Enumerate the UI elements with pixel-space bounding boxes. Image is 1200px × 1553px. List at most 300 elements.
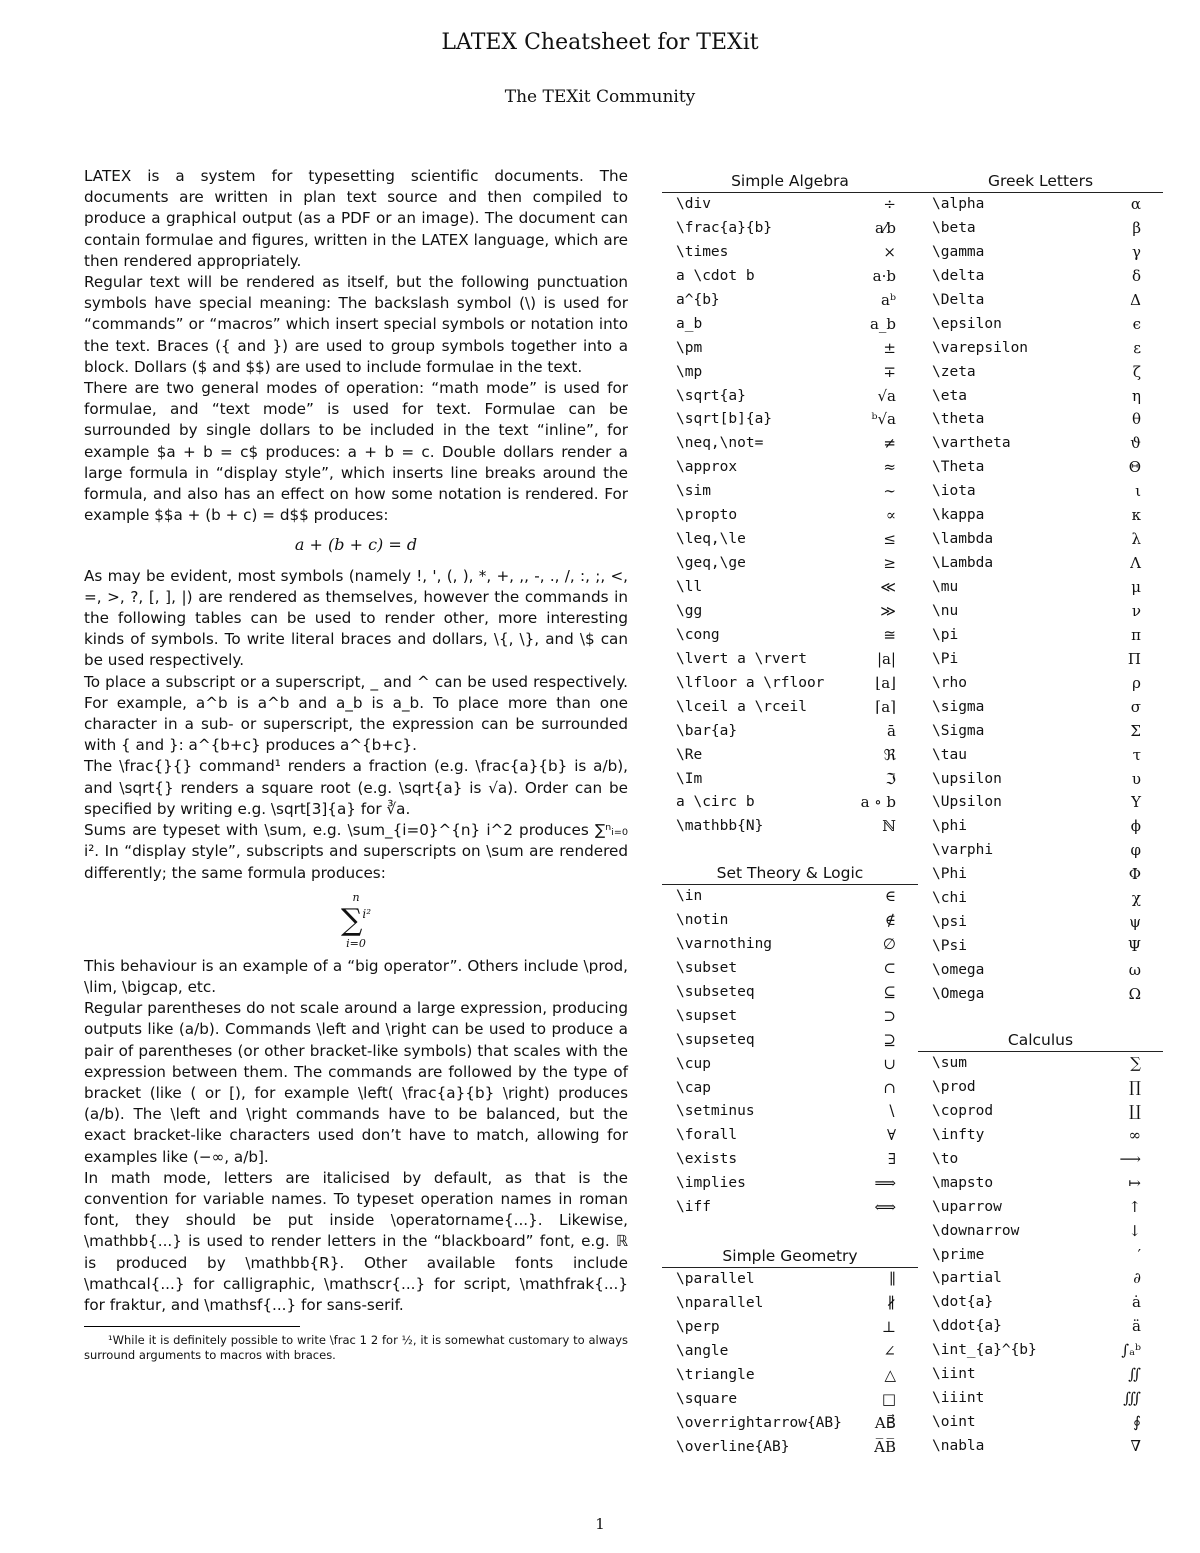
table-row <box>918 265 1163 289</box>
latex-command: \partial <box>932 1270 1002 1287</box>
latex-command: \iint <box>932 1366 976 1383</box>
latex-command: \Upsilon <box>932 794 1002 811</box>
rendered-symbol: μ <box>1131 578 1141 596</box>
rendered-symbol: ⌊a⌋ <box>875 673 896 692</box>
paragraph: Regular text will be rendered as itself, but the following punctuation symbols have special meaning: The backslash symbol (\) is used for “commands” or “macros” which insert special symbols or notation into the text. Braces ({ and }) are used to group symbols together into a block. Dollars ($ and $$) are used to include formulae in the text. <box>84 273 628 376</box>
rendered-symbol: ≥ <box>883 554 896 573</box>
latex-command: \kappa <box>932 507 985 524</box>
rendered-symbol: ∃ <box>887 1150 896 1169</box>
rendered-symbol: ∖ <box>886 1102 896 1121</box>
latex-command: \Lambda <box>932 555 994 572</box>
table-row <box>918 839 1163 863</box>
rendered-symbol: ⟺ <box>874 1198 896 1217</box>
table-row <box>918 935 1163 959</box>
table-row <box>918 863 1163 887</box>
table-row <box>662 1172 918 1196</box>
table-title: Simple Geometry <box>662 1245 918 1268</box>
table-row <box>918 696 1163 720</box>
latex-command: \overline{AB} <box>676 1438 790 1455</box>
sum-symbol: ∑ <box>340 902 363 938</box>
rendered-symbol: a_b <box>869 314 896 333</box>
latex-command: \lvert a \rvert <box>676 650 807 667</box>
latex-command: \cong <box>676 626 720 643</box>
latex-command: \perp <box>676 1318 720 1335</box>
sum-summand: i² <box>362 906 372 921</box>
rendered-symbol: ψ <box>1129 913 1141 932</box>
paragraph: Sums are typeset with \sum, e.g. \sum_{i=0}^{n} i^2 produces ∑ⁿᵢ₌₀ i². In “display style”, subscripts and superscripts on \sum are rendered differently; the same formula produces: <box>84 821 628 882</box>
latex-command: \sqrt{a} <box>676 387 746 404</box>
latex-command: \in <box>676 888 703 904</box>
table-row <box>918 1076 1163 1100</box>
latex-command: \oint <box>932 1414 976 1431</box>
latex-command: \sigma <box>932 698 985 715</box>
rendered-symbol: ᵇ√a <box>871 410 896 429</box>
rendered-symbol: ∉ <box>884 910 896 929</box>
latex-command: \subset <box>676 959 738 976</box>
table-row <box>918 528 1163 552</box>
rendered-symbol: a·b <box>872 266 896 285</box>
table-title: Simple Algebra <box>662 170 918 193</box>
latex-command: \nabla <box>932 1438 985 1454</box>
rendered-symbol: α <box>1130 195 1141 213</box>
latex-command: \sum <box>932 1055 967 1071</box>
table-row <box>918 791 1163 815</box>
rendered-symbol: Φ <box>1128 865 1141 884</box>
table-row <box>662 815 918 839</box>
table-row <box>662 1077 918 1101</box>
table-row <box>662 933 918 957</box>
latex-command: \Psi <box>932 938 967 955</box>
latex-command: \mapsto <box>932 1174 994 1191</box>
sum-upper-limit: n <box>352 890 360 904</box>
latex-command: \times <box>676 243 729 260</box>
rendered-symbol: ∫ₐᵇ <box>1121 1341 1141 1360</box>
latex-command: \chi <box>932 890 967 907</box>
rendered-symbol: ∠ <box>883 1341 896 1360</box>
latex-command: \mp <box>676 363 703 380</box>
latex-command: \neq,\not= <box>676 435 764 452</box>
rendered-symbol: △ <box>884 1365 896 1384</box>
table-row <box>918 1411 1163 1435</box>
latex-command: \Re <box>676 746 703 763</box>
table-row <box>662 1100 918 1124</box>
rendered-symbol: ⊂ <box>883 958 896 977</box>
latex-command: \lceil a \rceil <box>676 698 807 715</box>
table-row <box>918 983 1163 1007</box>
table-row <box>662 672 918 696</box>
table-row <box>918 1435 1163 1459</box>
rendered-symbol: Π <box>1127 649 1141 668</box>
latex-command: \ll <box>676 579 703 595</box>
table-row <box>918 1291 1163 1315</box>
footnote: ¹While it is definitely possible to write \frac 1 2 for ½, it is somewhat customary to always surround arguments to macros with braces. <box>84 1333 628 1363</box>
table-calculus <box>918 1029 1163 1459</box>
table-row <box>918 1172 1163 1196</box>
latex-command: \rho <box>932 674 967 691</box>
latex-command: \varphi <box>932 842 994 859</box>
table-row <box>918 815 1163 839</box>
table-row <box>662 456 918 480</box>
table-row <box>662 1124 918 1148</box>
table-row <box>918 768 1163 792</box>
latex-command: \tau <box>932 746 967 763</box>
footnote-divider <box>84 1326 300 1327</box>
rendered-symbol: ∓ <box>883 362 896 381</box>
latex-command: \Theta <box>932 459 985 476</box>
table-simple-geometry <box>662 1245 918 1460</box>
table-row <box>918 1339 1163 1363</box>
rendered-symbol: ȧ <box>1132 1293 1141 1312</box>
rendered-symbol: ≠ <box>883 434 896 453</box>
table-row <box>662 1029 918 1053</box>
table-row <box>662 1436 918 1460</box>
table-row <box>918 193 1163 217</box>
rendered-symbol: χ <box>1131 889 1141 908</box>
table-row <box>662 981 918 1005</box>
rendered-symbol: ⊃ <box>883 1006 896 1025</box>
rendered-symbol: ℕ <box>882 817 896 836</box>
table-row <box>918 385 1163 409</box>
rendered-symbol: ∈ <box>884 887 896 905</box>
latex-command: \omega <box>932 962 985 978</box>
rendered-symbol: τ <box>1132 745 1141 764</box>
rendered-symbol: ρ <box>1132 673 1141 692</box>
table-row <box>918 408 1163 432</box>
rendered-symbol: Ψ <box>1127 937 1141 956</box>
rendered-symbol: ∀ <box>886 1126 896 1145</box>
rendered-symbol: π <box>1131 625 1141 644</box>
rendered-symbol: ≤ <box>883 530 896 549</box>
rendered-symbol: ∝ <box>885 506 896 525</box>
table-row <box>918 1100 1163 1124</box>
latex-command: \mu <box>932 579 959 595</box>
table-row <box>662 361 918 385</box>
table-row <box>918 504 1163 528</box>
latex-command: \overrightarrow{AB} <box>676 1414 842 1431</box>
rendered-symbol: λ <box>1131 530 1141 549</box>
table-row <box>918 959 1163 983</box>
table-row <box>662 909 918 933</box>
latex-command: \pm <box>676 339 703 356</box>
rendered-symbol: ≅ <box>883 625 896 644</box>
table-row <box>662 480 918 504</box>
latex-command: \gamma <box>932 243 985 260</box>
rendered-symbol: ≪ <box>880 578 896 596</box>
table-row <box>918 1387 1163 1411</box>
latex-command: a \circ b <box>676 794 755 811</box>
table-row <box>662 1340 918 1364</box>
paragraph: Regular parentheses do not scale around a large expression, producing outputs like (a/b). Commands \left and \right can be used to produce a pair of parentheses (or other bracket-like symbols) that scales with the expression between them. The commands are followed by the type of bracket (like ( or [), for example \left( \frac{a}{b} \right) produces (a/b). The \left and \right commands have to be balanced, but the exact bracket-like characters used don’t have to match, allowing for examples like (−∞, a/b]. <box>84 999 628 1166</box>
rendered-symbol: γ <box>1132 242 1141 261</box>
rendered-symbol: ϑ <box>1130 434 1141 453</box>
latex-command: \angle <box>676 1342 729 1359</box>
table-row <box>662 1364 918 1388</box>
table-row <box>662 1316 918 1340</box>
paragraph: This behaviour is an example of a “big operator”. Others include \prod, \lim, \bigcap, etc. <box>84 956 628 996</box>
table-row <box>918 432 1163 456</box>
document-title: LATEX Cheatsheet for TEXit <box>441 30 759 55</box>
rendered-symbol: ∏ <box>1129 1077 1141 1096</box>
latex-command: \dot{a} <box>932 1294 994 1311</box>
latex-command: \eta <box>932 387 967 404</box>
latex-command: \psi <box>932 914 967 931</box>
paragraph: There are two general modes of operation: “math mode” is used for formulae, and “text mode” is used for text. Formulae can be surrounded by single dollars to be included in the text “inline”, for example $a + b = c$ produces: a + b = c. Double dollars render a large formula in “display style”, which inserts line breaks around the formula, and also has an effect on how some notation is rendered. For example $$a + (b + c) = d$$ produces: <box>84 379 628 525</box>
latex-command: \downarrow <box>932 1222 1020 1239</box>
table-row <box>918 241 1163 265</box>
rendered-symbol: ∅ <box>882 934 896 953</box>
latex-command: \Delta <box>932 291 985 308</box>
table-row <box>918 648 1163 672</box>
rendered-symbol: ↓ <box>1128 1221 1141 1240</box>
latex-command: a_b <box>676 315 703 332</box>
latex-command: \prod <box>932 1078 976 1095</box>
latex-command: \epsilon <box>932 315 1002 332</box>
table-row <box>662 313 918 337</box>
rendered-symbol: Λ <box>1130 554 1141 573</box>
latex-command: \parallel <box>676 1271 755 1287</box>
table-row <box>662 1388 918 1412</box>
rendered-symbol: ι <box>1135 482 1141 501</box>
latex-command: \Im <box>676 770 703 787</box>
latex-command: \subseteq <box>676 983 755 1000</box>
latex-command: \mathbb{N} <box>676 818 764 835</box>
latex-command: a \cdot b <box>676 267 755 284</box>
rendered-symbol: |a| <box>876 649 896 668</box>
table-row <box>918 1196 1163 1220</box>
rendered-symbol: ↑ <box>1128 1197 1141 1216</box>
rendered-symbol: ϵ <box>1132 314 1141 333</box>
rendered-symbol: θ <box>1131 410 1141 429</box>
rendered-symbol: β <box>1132 218 1141 237</box>
latex-command: \lambda <box>932 531 994 548</box>
rendered-symbol: φ <box>1130 841 1141 860</box>
latex-command: \uparrow <box>932 1198 1002 1215</box>
page-number: 1 <box>595 1515 605 1533</box>
table-row <box>918 600 1163 624</box>
rendered-symbol: ± <box>883 338 896 357</box>
table-set-theory <box>662 862 918 1220</box>
latex-command: \ddot{a} <box>932 1318 1002 1335</box>
rendered-symbol: √a <box>877 386 896 405</box>
table-row <box>662 744 918 768</box>
latex-command: \sim <box>676 483 711 500</box>
rendered-symbol: A̅B̅ <box>874 1437 896 1456</box>
table-row <box>918 456 1163 480</box>
rendered-symbol: ∑ <box>1130 1054 1141 1072</box>
rendered-symbol: σ <box>1130 697 1141 716</box>
latex-command: \infty <box>932 1126 985 1143</box>
rendered-symbol: Σ <box>1130 721 1141 740</box>
table-row <box>662 408 918 432</box>
rendered-symbol: ∪ <box>883 1054 896 1073</box>
latex-command: \exists <box>676 1151 738 1168</box>
rendered-symbol: ν <box>1131 601 1141 620</box>
latex-command: \delta <box>932 267 985 284</box>
latex-command: \propto <box>676 507 738 524</box>
latex-command: \prime <box>932 1246 985 1263</box>
rendered-symbol: ϕ <box>1130 817 1141 836</box>
table-row <box>662 1053 918 1077</box>
rendered-symbol: ∩ <box>883 1078 896 1097</box>
table-row <box>918 313 1163 337</box>
table-row <box>662 1412 918 1436</box>
rendered-symbol: ∼ <box>883 482 896 501</box>
table-row <box>662 957 918 981</box>
latex-command: \sqrt[b]{a} <box>676 411 773 428</box>
paragraph: As may be evident, most symbols (namely !, ', (, ), *, +, ,, -, ., /, :, ;, <, =, >, ?, [, ], |) are rendered as themselves, however the commands in the following tables can be used to render other, more interesting kinds of symbols. To write literal braces and dollars, \{, \}, and \$ can be used respectively. <box>84 566 628 670</box>
table-greek-letters <box>918 170 1163 1007</box>
table-row <box>918 887 1163 911</box>
table-row <box>918 911 1163 935</box>
latex-command: \alpha <box>932 196 985 212</box>
latex-command: a^{b} <box>676 291 720 308</box>
rendered-symbol: AB⃗ <box>874 1413 896 1432</box>
table-row <box>662 768 918 792</box>
latex-command: \supset <box>676 1007 738 1024</box>
table-row <box>918 624 1163 648</box>
table-row <box>662 885 918 909</box>
table-row <box>918 672 1163 696</box>
rendered-symbol: ⟶ <box>1119 1149 1141 1168</box>
table-title: Set Theory & Logic <box>662 862 918 885</box>
latex-command: \setminus <box>676 1103 755 1120</box>
rendered-symbol: a⁄b <box>874 218 896 237</box>
rendered-symbol: □ <box>881 1389 896 1408</box>
rendered-symbol: ∥ <box>889 1270 896 1288</box>
latex-command: \theta <box>932 411 985 428</box>
table-row <box>918 1267 1163 1291</box>
rendered-symbol: υ <box>1131 769 1141 788</box>
table-row <box>918 217 1163 241</box>
table-row <box>918 1220 1163 1244</box>
latex-command: \Omega <box>932 985 985 1002</box>
latex-command: \to <box>932 1150 959 1167</box>
rendered-symbol: ä <box>1132 1317 1141 1336</box>
latex-command: \gg <box>676 602 703 619</box>
latex-command: \iff <box>676 1199 711 1216</box>
table-row <box>918 1315 1163 1339</box>
latex-command: \cap <box>676 1079 711 1096</box>
table-row <box>662 696 918 720</box>
table-row <box>662 648 918 672</box>
latex-command: \vartheta <box>932 435 1011 452</box>
latex-command: \square <box>676 1390 738 1407</box>
table-row <box>918 1052 1163 1076</box>
table-row <box>662 1292 918 1316</box>
latex-command: \varnothing <box>676 935 773 952</box>
table-row <box>662 289 918 313</box>
rendered-symbol: ′ <box>1137 1245 1141 1264</box>
table-row <box>662 528 918 552</box>
table-row <box>918 361 1163 385</box>
latex-command: \coprod <box>932 1102 994 1119</box>
latex-command: \lfloor a \rfloor <box>676 674 825 691</box>
table-row <box>662 720 918 744</box>
rendered-symbol: ⊆ <box>883 982 896 1001</box>
latex-command: \geq,\ge <box>676 555 746 572</box>
rendered-symbol: ∬ <box>1128 1365 1141 1384</box>
rendered-symbol: δ <box>1131 266 1141 285</box>
table-row <box>662 1268 918 1292</box>
rendered-symbol: ∇ <box>1130 1437 1141 1455</box>
table-row <box>918 552 1163 576</box>
rendered-symbol: ∐ <box>1129 1101 1141 1120</box>
rendered-symbol: ÷ <box>883 195 896 213</box>
rendered-symbol: ≈ <box>883 458 896 477</box>
document-author: The TEXit Community <box>504 87 696 107</box>
table-row <box>918 576 1163 600</box>
table-row <box>918 1124 1163 1148</box>
latex-command: \nu <box>932 602 959 619</box>
table-row <box>918 1244 1163 1268</box>
table-row <box>662 1196 918 1220</box>
rendered-symbol: Ω <box>1128 984 1141 1003</box>
latex-command: \upsilon <box>932 770 1002 787</box>
latex-command: \triangle <box>676 1366 755 1383</box>
latex-command: \Sigma <box>932 722 985 739</box>
rendered-symbol: ∂ <box>1133 1269 1141 1288</box>
latex-command: \nparallel <box>676 1294 764 1311</box>
rendered-symbol: ω <box>1128 961 1141 979</box>
table-row <box>662 265 918 289</box>
table-row <box>662 624 918 648</box>
sum-lower-limit: i=0 <box>346 936 366 950</box>
rendered-symbol: Θ <box>1128 458 1141 477</box>
rendered-symbol: aᵇ <box>881 290 896 309</box>
rendered-symbol: ℜ <box>883 745 896 764</box>
rendered-symbol: ⌈a⌉ <box>875 697 896 716</box>
table-row <box>918 720 1163 744</box>
table-row <box>918 744 1163 768</box>
table-row <box>662 552 918 576</box>
table-title: Greek Letters <box>918 170 1163 193</box>
table-row <box>662 241 918 265</box>
table-row <box>662 337 918 361</box>
rendered-symbol: η <box>1132 386 1141 405</box>
table-row <box>662 600 918 624</box>
table-row <box>918 1148 1163 1172</box>
table-row <box>918 289 1163 313</box>
latex-command: \phi <box>932 818 967 835</box>
rendered-symbol: ∮ <box>1133 1413 1141 1432</box>
rendered-symbol: κ <box>1131 506 1141 525</box>
table-row <box>662 193 918 217</box>
rendered-symbol: × <box>883 242 896 261</box>
table-simple-algebra <box>662 170 918 839</box>
latex-command: \implies <box>676 1175 746 1192</box>
latex-command: \frac{a}{b} <box>676 219 773 236</box>
rendered-symbol: ε <box>1133 338 1141 357</box>
table-row <box>662 791 918 815</box>
paragraph: The \frac{}{} command¹ renders a fraction (e.g. \frac{a}{b} is a/b), and \sqrt{} renders a square root (e.g. \sqrt{a} is √a). Order can be specified by writing e.g. \sqrt[3]{a} for ∛a. <box>84 757 628 818</box>
table-row <box>662 1005 918 1029</box>
table-row <box>662 385 918 409</box>
latex-command: \iota <box>932 483 976 500</box>
paragraph: LATEX is a system for typesetting scientific documents. The documents are written in plan text source and then compiled to produce a graphical output (as a PDF or an image). The document can contain formulae and figures, written in the LATEX language, which are then rendered appropriately. <box>84 167 628 270</box>
latex-command: \bar{a} <box>676 722 738 739</box>
latex-command: \zeta <box>932 363 976 380</box>
display-sum-formula <box>84 890 628 952</box>
display-formula: a + (b + c) = d <box>294 535 418 555</box>
rendered-symbol: ≫ <box>880 601 896 620</box>
latex-command: \notin <box>676 911 729 928</box>
latex-command: \iiint <box>932 1390 985 1407</box>
latex-command: \leq,\le <box>676 531 746 548</box>
rendered-symbol: ↦ <box>1128 1173 1141 1192</box>
rendered-symbol: ⟹ <box>874 1174 896 1193</box>
table-row <box>662 1148 918 1172</box>
table-row <box>918 1363 1163 1387</box>
